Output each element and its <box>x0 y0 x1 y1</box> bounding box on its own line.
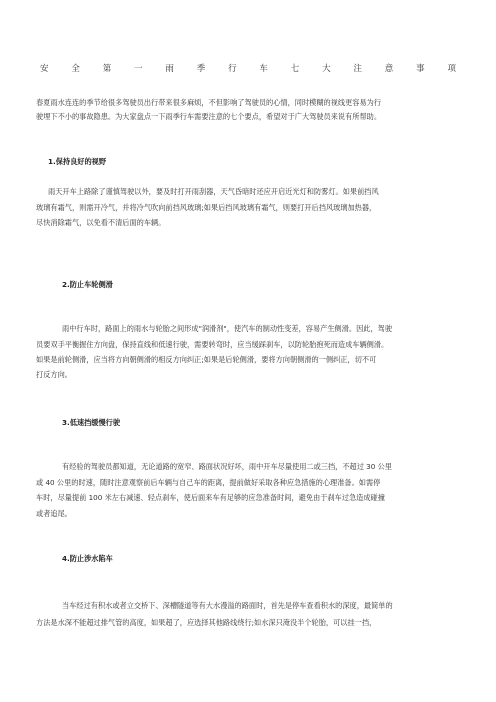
title-char: 安 <box>40 64 49 74</box>
section-heading: 1.保持良好的视野 <box>48 157 107 166</box>
section-line: 或 40 公里的时速，随时注意观察前后车辆与自己车的距离，提前做好采取各种应急措施的心理准备。如需停 <box>36 478 381 487</box>
title-char: 注 <box>353 64 362 74</box>
section-line: 方法是水深不能超过排气管的高度，如果超了，应选择其他路线绕行;如水深只淹没半个轮胎，可以挂一挡， <box>36 618 377 627</box>
title-char: 全 <box>71 64 80 74</box>
section-line: 当车经过有积水或者立交桥下、深槽隧道等有大水漫溢的路面时，首先是停车查看积水的深度，最简单的 <box>62 601 393 610</box>
section-line: 雨中行车时，路面上的雨水与轮胎之间形成"润滑剂"，使汽车的制动性变差，容易产生侧滑。因此，驾驶 <box>62 324 393 333</box>
section-heading: 3.低速挡缓慢行驶 <box>62 418 121 427</box>
title-char: 意 <box>384 64 394 74</box>
section-line: 打反方向。 <box>36 370 72 379</box>
title-char: 车 <box>259 64 268 74</box>
title-char: 大 <box>322 64 331 74</box>
title-char: 事 <box>416 64 425 74</box>
section-line: 尽快消除霜气，以免看不清后面的车辆。 <box>36 218 166 227</box>
section-heading: 2.防止车轮侧滑 <box>62 280 113 289</box>
section-line: 玻璃有霜气，则需开冷气，并将冷气吹向前挡风玻璃;如果后挡风玻璃有霜气，则要打开后挡风玻璃加热器， <box>36 203 377 212</box>
section-line: 员要双手平衡握住方向盘，保持直线和低速行驶，需要转弯时，应当缓踩刹车，以防轮胎抱死而造成车辆侧滑。 <box>36 340 389 349</box>
title-char: 雨 <box>165 64 174 74</box>
title-char: 一 <box>134 64 143 74</box>
section-line: 车时，尽量提前 100 米左右减速、轻点刹车，使后面来车有足够的应急准备时间，避免由于刹车过急造成碰撞 <box>36 493 385 502</box>
title-char: 行 <box>228 64 237 74</box>
title-char: 七 <box>290 64 300 74</box>
document-title <box>40 62 456 74</box>
intro-line: 春夏雨水连连的季节给很多驾驶员出行带来很多麻烦，不但影响了驾驶员的心情，同时模糊的视线更容易为行 <box>36 98 382 107</box>
section-line: 如果是前轮侧滑，应当将方向朝侧滑的相反方向纠正;如果是后轮侧滑，要将方向朝侧滑的一侧纠正，切不可 <box>36 355 377 364</box>
section-heading: 4.防止涉水陷车 <box>62 554 113 563</box>
section-line: 雨天开车上路除了谨慎驾驶以外，要及时打开雨刮器，天气昏暗时还应开启近光灯和防雾灯。如果前挡风 <box>48 187 379 196</box>
intro-line: 驶埋下不小的事故隐患。为大家盘点一下雨季行车需要注意的七个要点，希望对于广大驾驶员来说有所帮助。 <box>36 112 382 121</box>
section-line: 或者追尾。 <box>36 509 72 518</box>
title-char: 第 <box>102 64 112 74</box>
title-char: 项 <box>447 64 456 74</box>
title-char: 季 <box>196 64 206 74</box>
section-line: 有经验的驾驶员都知道，无论道路的宽窄、路面状况好坏，雨中开车尽量使用二或三挡，不超过 30 公里 <box>62 462 392 471</box>
